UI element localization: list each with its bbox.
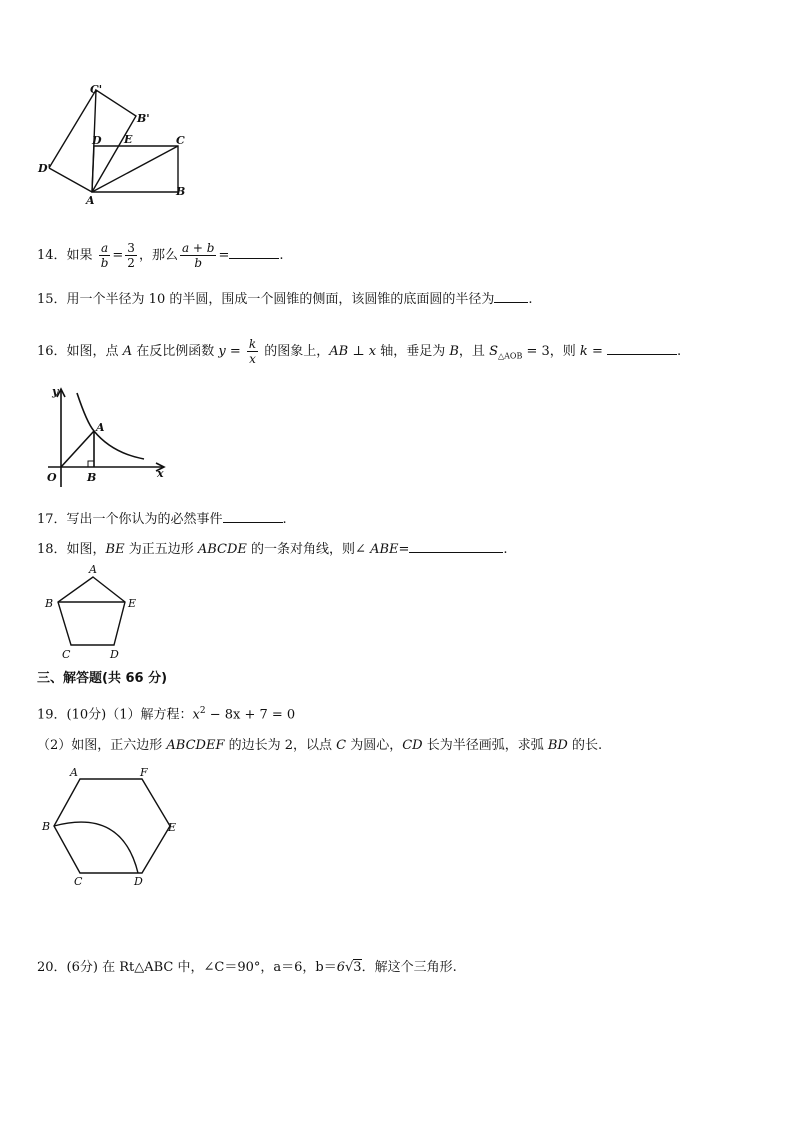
pentagon-abcde [58, 577, 125, 645]
question-19: 19．(10分)（1）解方程：$x^2 - 8x + 7 = 0$ [37, 706, 296, 723]
label-e: E [128, 597, 137, 610]
edge-d1-a [49, 168, 92, 192]
answer-blank-14[interactable] [229, 245, 279, 259]
label-d-prime: D' [38, 162, 51, 175]
label-y: y [52, 385, 59, 398]
label-d: D [110, 648, 119, 661]
question-19-part-2: （2）如图，正六边形 ABCDEF 的边长为 2，以点 C 为圆心，CD 长为半径画弧，求弧 BD 的长. [37, 738, 603, 753]
label-a: A [86, 194, 95, 207]
answer-blank-15[interactable] [494, 289, 528, 303]
sqrt-sign: √ [345, 960, 354, 975]
answer-blank-16[interactable] [607, 341, 677, 355]
question-17: 17．写出一个你认为的必然事件 . [37, 509, 287, 530]
label-b: B [87, 471, 97, 484]
figure-rotation [36, 82, 196, 207]
label-a: A [89, 563, 97, 576]
fraction-a-over-b: $\frac{a}{b}$ [100, 241, 109, 270]
figure-inverse-function [42, 383, 172, 493]
figure-hexagon [40, 763, 190, 888]
label-b-prime: B' [137, 112, 150, 125]
fraction-a-plus-b-over-b: $\frac{a + b}{b}$ [181, 241, 215, 270]
label-e: E [124, 133, 133, 146]
hyperbola-curve [77, 393, 144, 459]
edge-c1-d1 [49, 90, 96, 168]
fraction-k-over-x: $\frac{k}{x}$ [248, 337, 257, 366]
right-angle-mark [88, 461, 94, 467]
label-f: F [140, 766, 148, 779]
label-o: O [47, 471, 57, 484]
label-b: B [45, 597, 54, 610]
question-14: 14．如果 $\frac{a}{b}$ = $\frac{3}{2}$ ，那么 $\frac{a + b}{b}$ = . [37, 241, 284, 270]
answer-blank-17[interactable] [223, 509, 283, 523]
answer-blank-18[interactable] [409, 539, 503, 553]
question-16: 16．如图，点 A 在反比例函数 y = $\frac{k}{x}$ 的图象上，AB ⊥ x 轴，垂足为 B，且 $S_{\triangle AOB} = 3$，则 k = . [37, 337, 682, 366]
label-b: B [176, 185, 186, 198]
label-c: C [62, 648, 71, 661]
fraction-3-over-2: $\frac{3}{2}$ [127, 241, 135, 270]
question-18: 18．如图，BE 为正五边形 ABCDE 的一条对角线，则∠ ABE= . [37, 539, 508, 560]
label-d: D [92, 134, 102, 147]
sqrt-radicand: 3 [353, 960, 362, 975]
label-a: A [96, 421, 105, 434]
hexagon-abcdef [54, 779, 170, 873]
label-b: B [42, 820, 51, 833]
section-heading: 三、解答题(共 66 分) [37, 671, 168, 686]
label-x: x [157, 467, 164, 480]
label-a: A [70, 766, 78, 779]
label-e: E [168, 821, 177, 834]
figure-pentagon [40, 563, 150, 661]
segment-oa [61, 431, 94, 467]
label-c: C [176, 134, 185, 147]
label-c: C [74, 875, 83, 888]
question-15: 15．用一个半径为 10 的半圆，围成一个圆锥的侧面，该圆锥的底面圆的半径为 . [37, 289, 533, 310]
question-20: 20．(6分) 在 Rt△ABC 中，∠C＝90°，a＝6，b＝6√3．解这个三角形. [37, 960, 457, 975]
label-c-prime: C' [90, 83, 103, 96]
label-d: D [134, 875, 143, 888]
